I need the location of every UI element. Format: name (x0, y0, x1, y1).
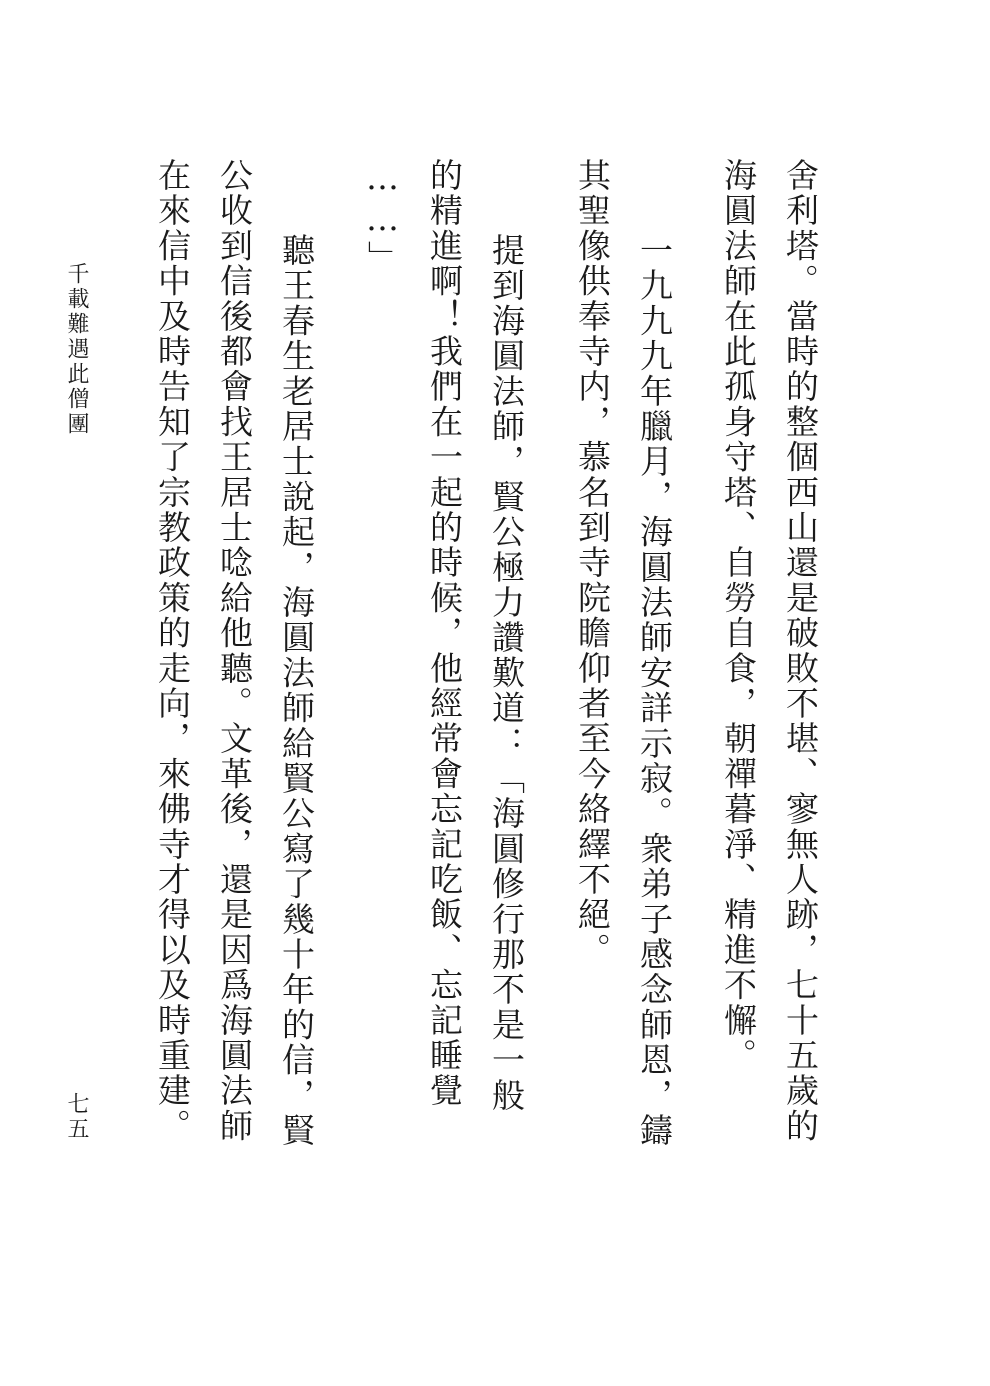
text-column-9: 公收到信後都會找王居士唸給他聽。文革後，還是因爲海圓法師 (215, 158, 254, 1144)
text-column-2: 海圓法師在此孤身守塔、自勞自食，朝禪暮淨、精進不懈。 (719, 158, 758, 1074)
text-column-7: ……」 (363, 158, 402, 276)
text-column-1: 舍利塔。當時的整個西山還是破敗不堪、寥無人跡，七十五歲的 (781, 158, 820, 1144)
text-column-8: 聽王春生老居士說起，海圓法師給賢公寫了幾十年的信，賢 (277, 233, 316, 1149)
text-column-10: 在來信中及時告知了宗教政策的走向，來佛寺才得以及時重建。 (153, 158, 192, 1144)
running-title: 千載難遇此僧團 (64, 262, 89, 437)
text-column-6: 的精進啊！我們在一起的時候，他經常會忘記吃飯、忘記睡覺 (425, 158, 464, 1109)
text-column-3: 一九九九年臘月，海圓法師安詳示寂。衆弟子感念師恩，鑄 (635, 233, 674, 1149)
text-column-4: 其聖像供奉寺内，慕名到寺院瞻仰者至今絡繹不絕。 (573, 158, 612, 968)
text-column-5: 提到海圓法師，賢公極力讚歎道：「海圓修行那不是一般 (487, 233, 526, 1113)
page-number: 七五 (64, 1092, 89, 1142)
